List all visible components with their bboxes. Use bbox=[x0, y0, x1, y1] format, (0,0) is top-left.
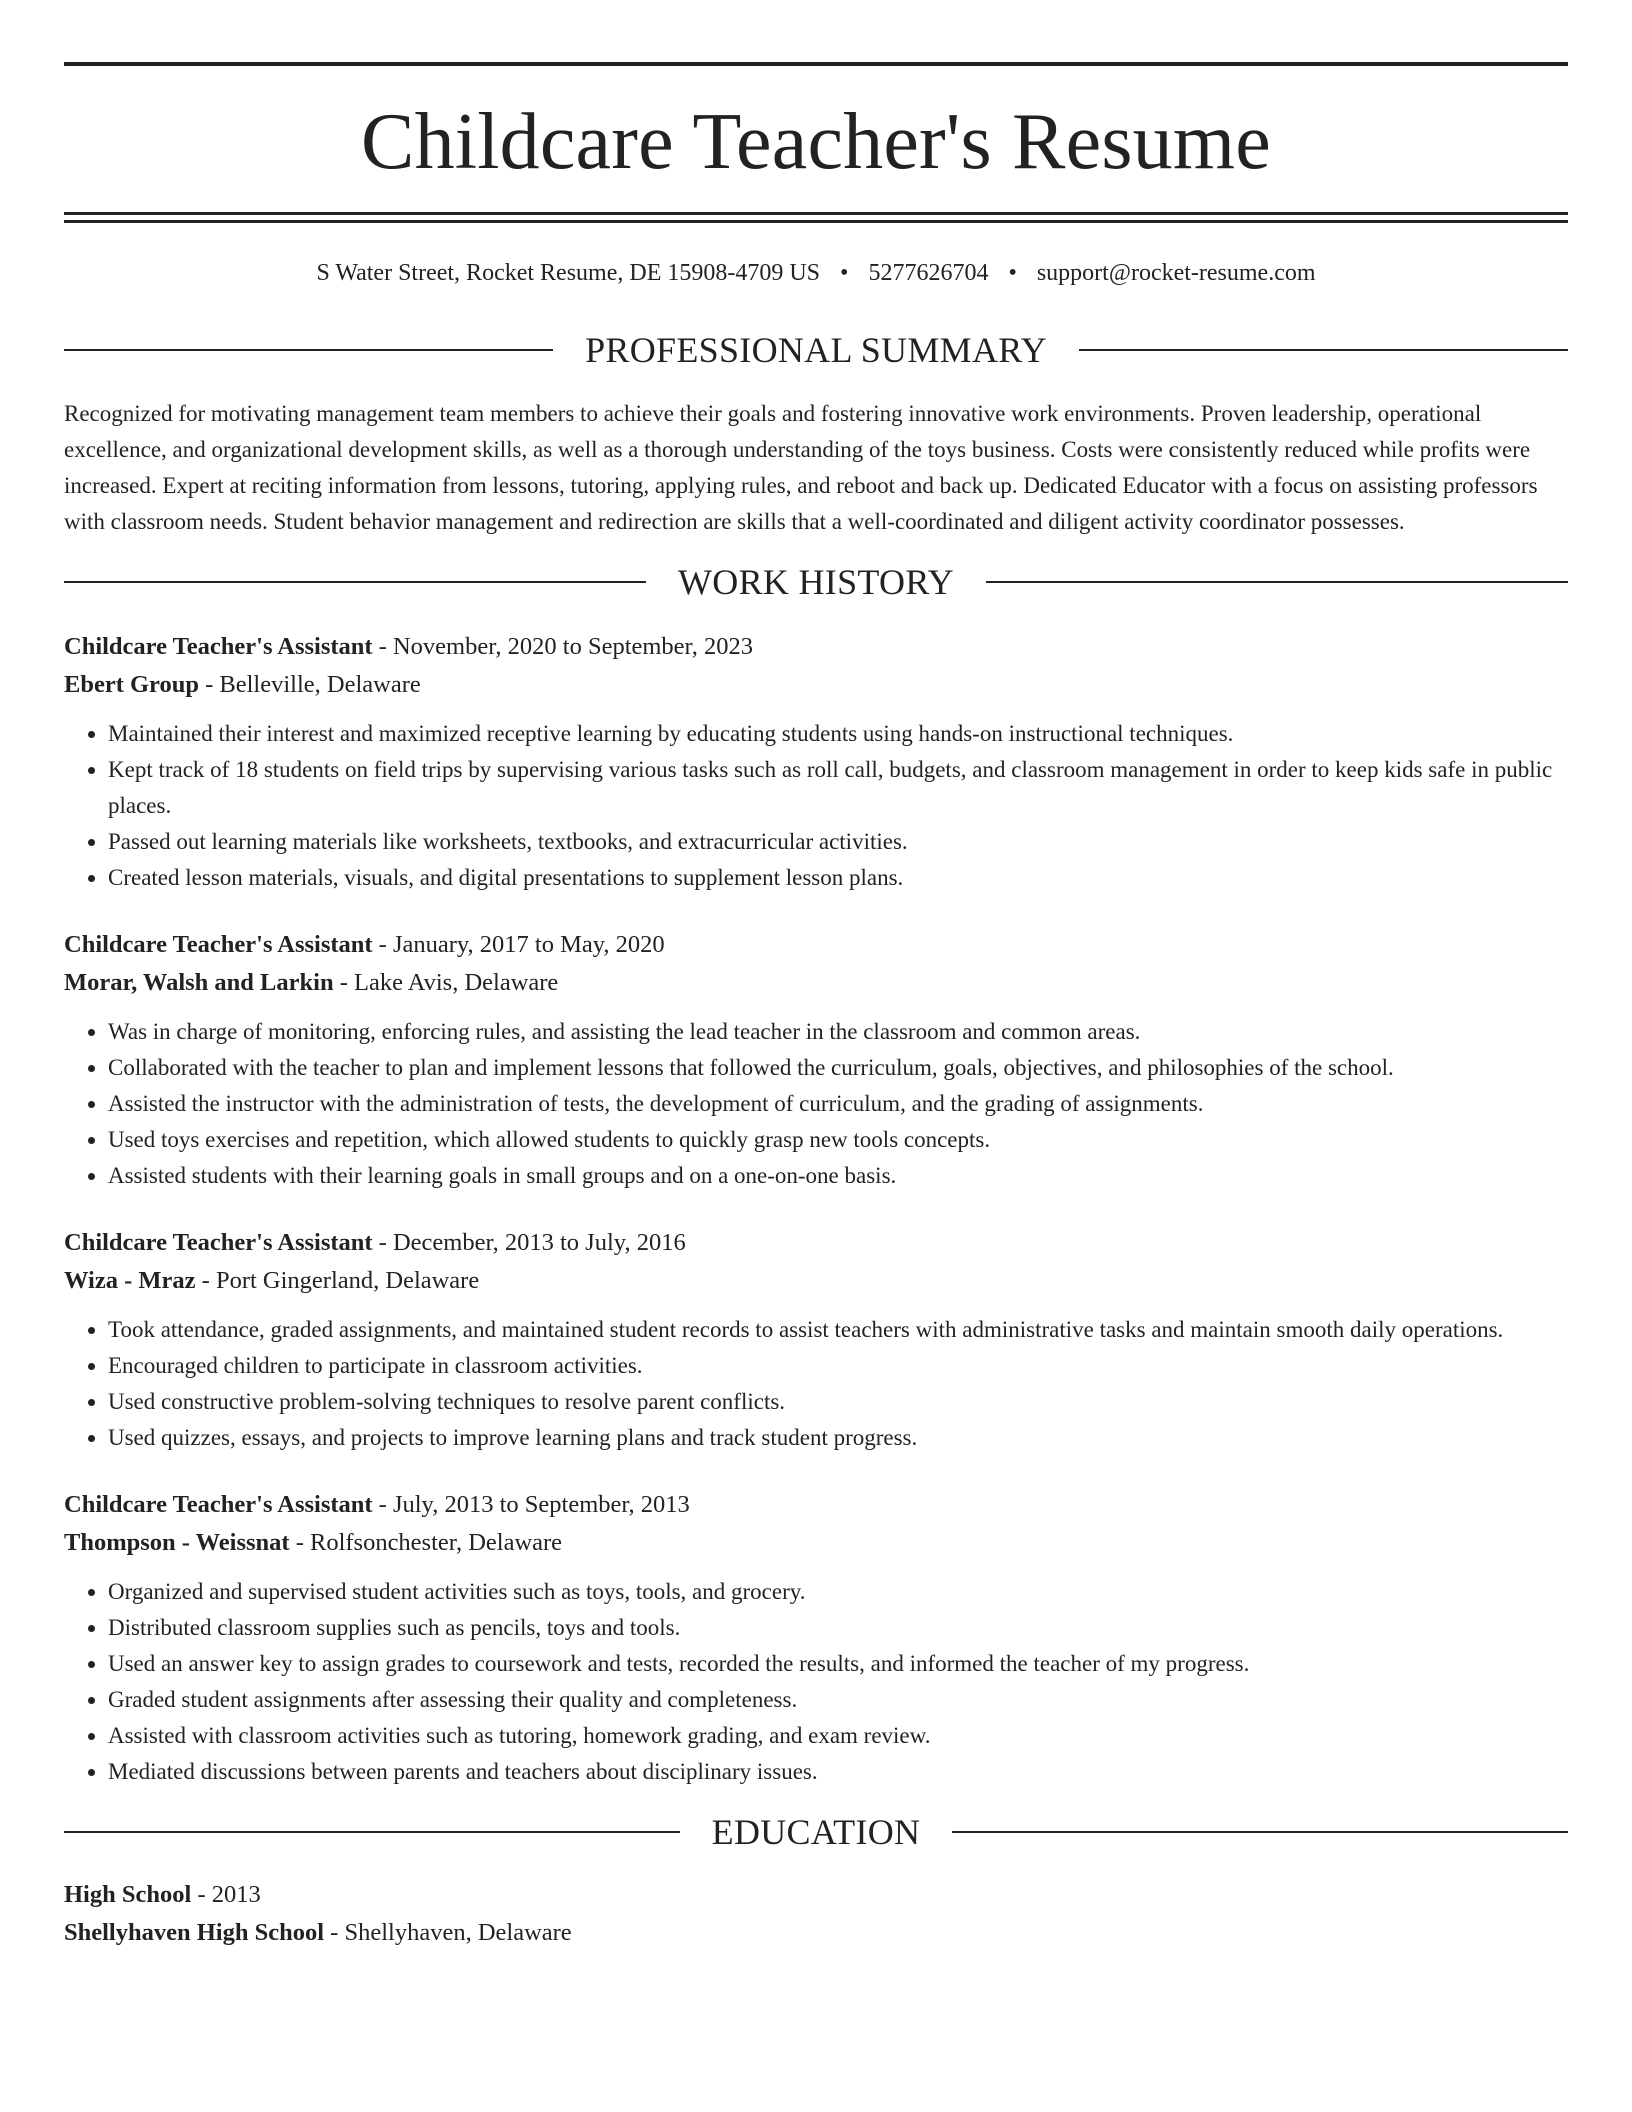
job-company-line bbox=[64, 964, 1568, 1002]
job-bullet: • Used an answer key to assign grades to coursework and tests, recorded the results, and informed the teacher of my progress. bbox=[108, 1646, 1568, 1682]
education-location: - Shellyhaven, Delaware bbox=[324, 1918, 572, 1946]
job-title: Childcare Teacher's Assistant bbox=[64, 930, 373, 958]
job-bullet: • Used quizzes, essays, and projects to improve learning plans and track student progress. bbox=[108, 1420, 1568, 1456]
heading-rule-left bbox=[64, 349, 553, 351]
work-history-list bbox=[64, 628, 1568, 1790]
job-bullets bbox=[64, 1014, 1568, 1194]
resume-title: Childcare Teacher's Resume bbox=[361, 98, 1271, 186]
job-dates: - January, 2017 to May, 2020 bbox=[372, 930, 665, 958]
job-bullet: • Assisted students with their learning goals in small groups and on a one-on-one basis. bbox=[108, 1158, 1568, 1194]
heading-rule-right bbox=[1079, 349, 1568, 351]
education-school: Shellyhaven High School bbox=[64, 1918, 325, 1946]
job-bullet: • Collaborated with the teacher to plan and implement lessons that followed the curriculum, goals, objectives, and philosophies of the school. bbox=[108, 1050, 1568, 1086]
heading-rule-right bbox=[952, 1831, 1568, 1833]
education-entry bbox=[64, 1876, 1568, 1952]
contact-line bbox=[64, 259, 1568, 288]
job-location: - Port Gingerland, Delaware bbox=[195, 1266, 480, 1294]
job-bullet: • Used toys exercises and repetition, which allowed students to quickly grasp new tools concepts. bbox=[108, 1122, 1568, 1158]
contact-phone: 5277626704 bbox=[868, 260, 989, 286]
heading-rule-left bbox=[64, 1831, 680, 1833]
job-location: - Lake Avis, Delaware bbox=[333, 968, 559, 996]
job-company-line bbox=[64, 1524, 1568, 1562]
job-bullets bbox=[64, 1574, 1568, 1790]
job-bullet: • Organized and supervised student activities such as toys, tools, and grocery. bbox=[108, 1574, 1568, 1610]
heading-rule-left bbox=[64, 581, 646, 583]
job-company: Morar, Walsh and Larkin bbox=[64, 968, 334, 996]
job-bullet: • Used constructive problem-solving techniques to resolve parent conflicts. bbox=[108, 1384, 1568, 1420]
education-school-line bbox=[64, 1914, 1568, 1952]
education-degree: High School bbox=[64, 1880, 192, 1908]
job-bullet: • Mediated discussions between parents and teachers about disciplinary issues. bbox=[108, 1754, 1568, 1790]
education-year: - 2013 bbox=[191, 1880, 261, 1908]
job-bullet: • Graded student assignments after assessing their quality and completeness. bbox=[108, 1682, 1568, 1718]
education-list bbox=[64, 1876, 1568, 1952]
top-rule bbox=[64, 62, 1568, 66]
job-bullet: • Encouraged children to participate in classroom activities. bbox=[108, 1348, 1568, 1384]
job-entry bbox=[64, 628, 1568, 896]
job-bullet: • Maintained their interest and maximized receptive learning by educating students using hands-on instructional techniques. bbox=[108, 716, 1568, 752]
job-title: Childcare Teacher's Assistant bbox=[64, 1228, 373, 1256]
education-section-heading bbox=[64, 1811, 1568, 1852]
job-title: Childcare Teacher's Assistant bbox=[64, 632, 373, 660]
job-company: Ebert Group bbox=[64, 670, 199, 698]
job-dates: - December, 2013 to July, 2016 bbox=[372, 1228, 686, 1256]
summary-text: Recognized for motivating management team members to achieve their goals and fostering innovative work environments. Proven leadership, operational excellence, and organizational development skills, as well as a thorough understanding of the toys business. Costs were consistently reduced while profits were increased. Expert at reciting information from lessons, tutoring, applying rules, and reboot and back up. Dedicated Educator with a focus on assisting professors with classroom needs. Student behavior management and redirection are skills that a well-coordinated and diligent activity coordinator possesses. bbox=[64, 400, 1538, 534]
summary-section-heading bbox=[64, 329, 1568, 370]
contact-email: support@rocket-resume.com bbox=[1036, 260, 1316, 286]
education-degree-line bbox=[64, 1876, 1568, 1914]
job-bullet: • Distributed classroom supplies such as pencils, toys and tools. bbox=[108, 1610, 1568, 1646]
heading-rule-right bbox=[986, 581, 1568, 583]
job-dates: - November, 2020 to September, 2023 bbox=[372, 632, 753, 660]
job-location: - Rolfsonchester, Delaware bbox=[289, 1528, 563, 1556]
summary-heading: PROFESSIONAL SUMMARY bbox=[585, 329, 1047, 370]
job-location: - Belleville, Delaware bbox=[199, 670, 421, 698]
job-company-line bbox=[64, 666, 1568, 704]
job-bullet: • Created lesson materials, visuals, and digital presentations to supplement lesson plans. bbox=[108, 860, 1568, 896]
contact-separator: • bbox=[840, 260, 849, 286]
education-heading: EDUCATION bbox=[711, 1811, 921, 1852]
job-entry bbox=[64, 1486, 1568, 1790]
contact-address: S Water Street, Rocket Resume, DE 15908-4709 US bbox=[316, 260, 821, 286]
job-entry bbox=[64, 1224, 1568, 1456]
job-bullet: • Took attendance, graded assignments, and maintained student records to assist teachers with administrative tasks and maintain smooth daily operations. bbox=[108, 1312, 1568, 1348]
job-title: Childcare Teacher's Assistant bbox=[64, 1490, 373, 1518]
work-heading: WORK HISTORY bbox=[678, 561, 954, 602]
job-title-line bbox=[64, 1486, 1568, 1524]
job-company: Wiza - Mraz bbox=[64, 1266, 196, 1294]
job-bullet: • Assisted with classroom activities such as tutoring, homework grading, and exam review. bbox=[108, 1718, 1568, 1754]
job-bullet: • Was in charge of monitoring, enforcing rules, and assisting the lead teacher in the classroom and common areas. bbox=[108, 1014, 1568, 1050]
job-entry bbox=[64, 926, 1568, 1194]
job-bullet: • Passed out learning materials like worksheets, textbooks, and extracurricular activities. bbox=[108, 824, 1568, 860]
job-company: Thompson - Weissnat bbox=[64, 1528, 290, 1556]
job-title-line bbox=[64, 628, 1568, 666]
job-bullets bbox=[64, 716, 1568, 896]
contact-separator: • bbox=[1008, 260, 1017, 286]
work-section-heading bbox=[64, 561, 1568, 602]
job-dates: - July, 2013 to September, 2013 bbox=[372, 1490, 690, 1518]
job-bullet: • Assisted the instructor with the administration of tests, the development of curriculum, and the grading of assignments. bbox=[108, 1086, 1568, 1122]
job-company-line bbox=[64, 1262, 1568, 1300]
job-title-line bbox=[64, 926, 1568, 964]
job-bullets bbox=[64, 1312, 1568, 1456]
title-double-rule bbox=[64, 212, 1568, 223]
job-title-line bbox=[64, 1224, 1568, 1262]
job-bullet: • Kept track of 18 students on field trips by supervising various tasks such as roll call, budgets, and classroom management in order to keep kids safe in public places. bbox=[108, 752, 1568, 824]
